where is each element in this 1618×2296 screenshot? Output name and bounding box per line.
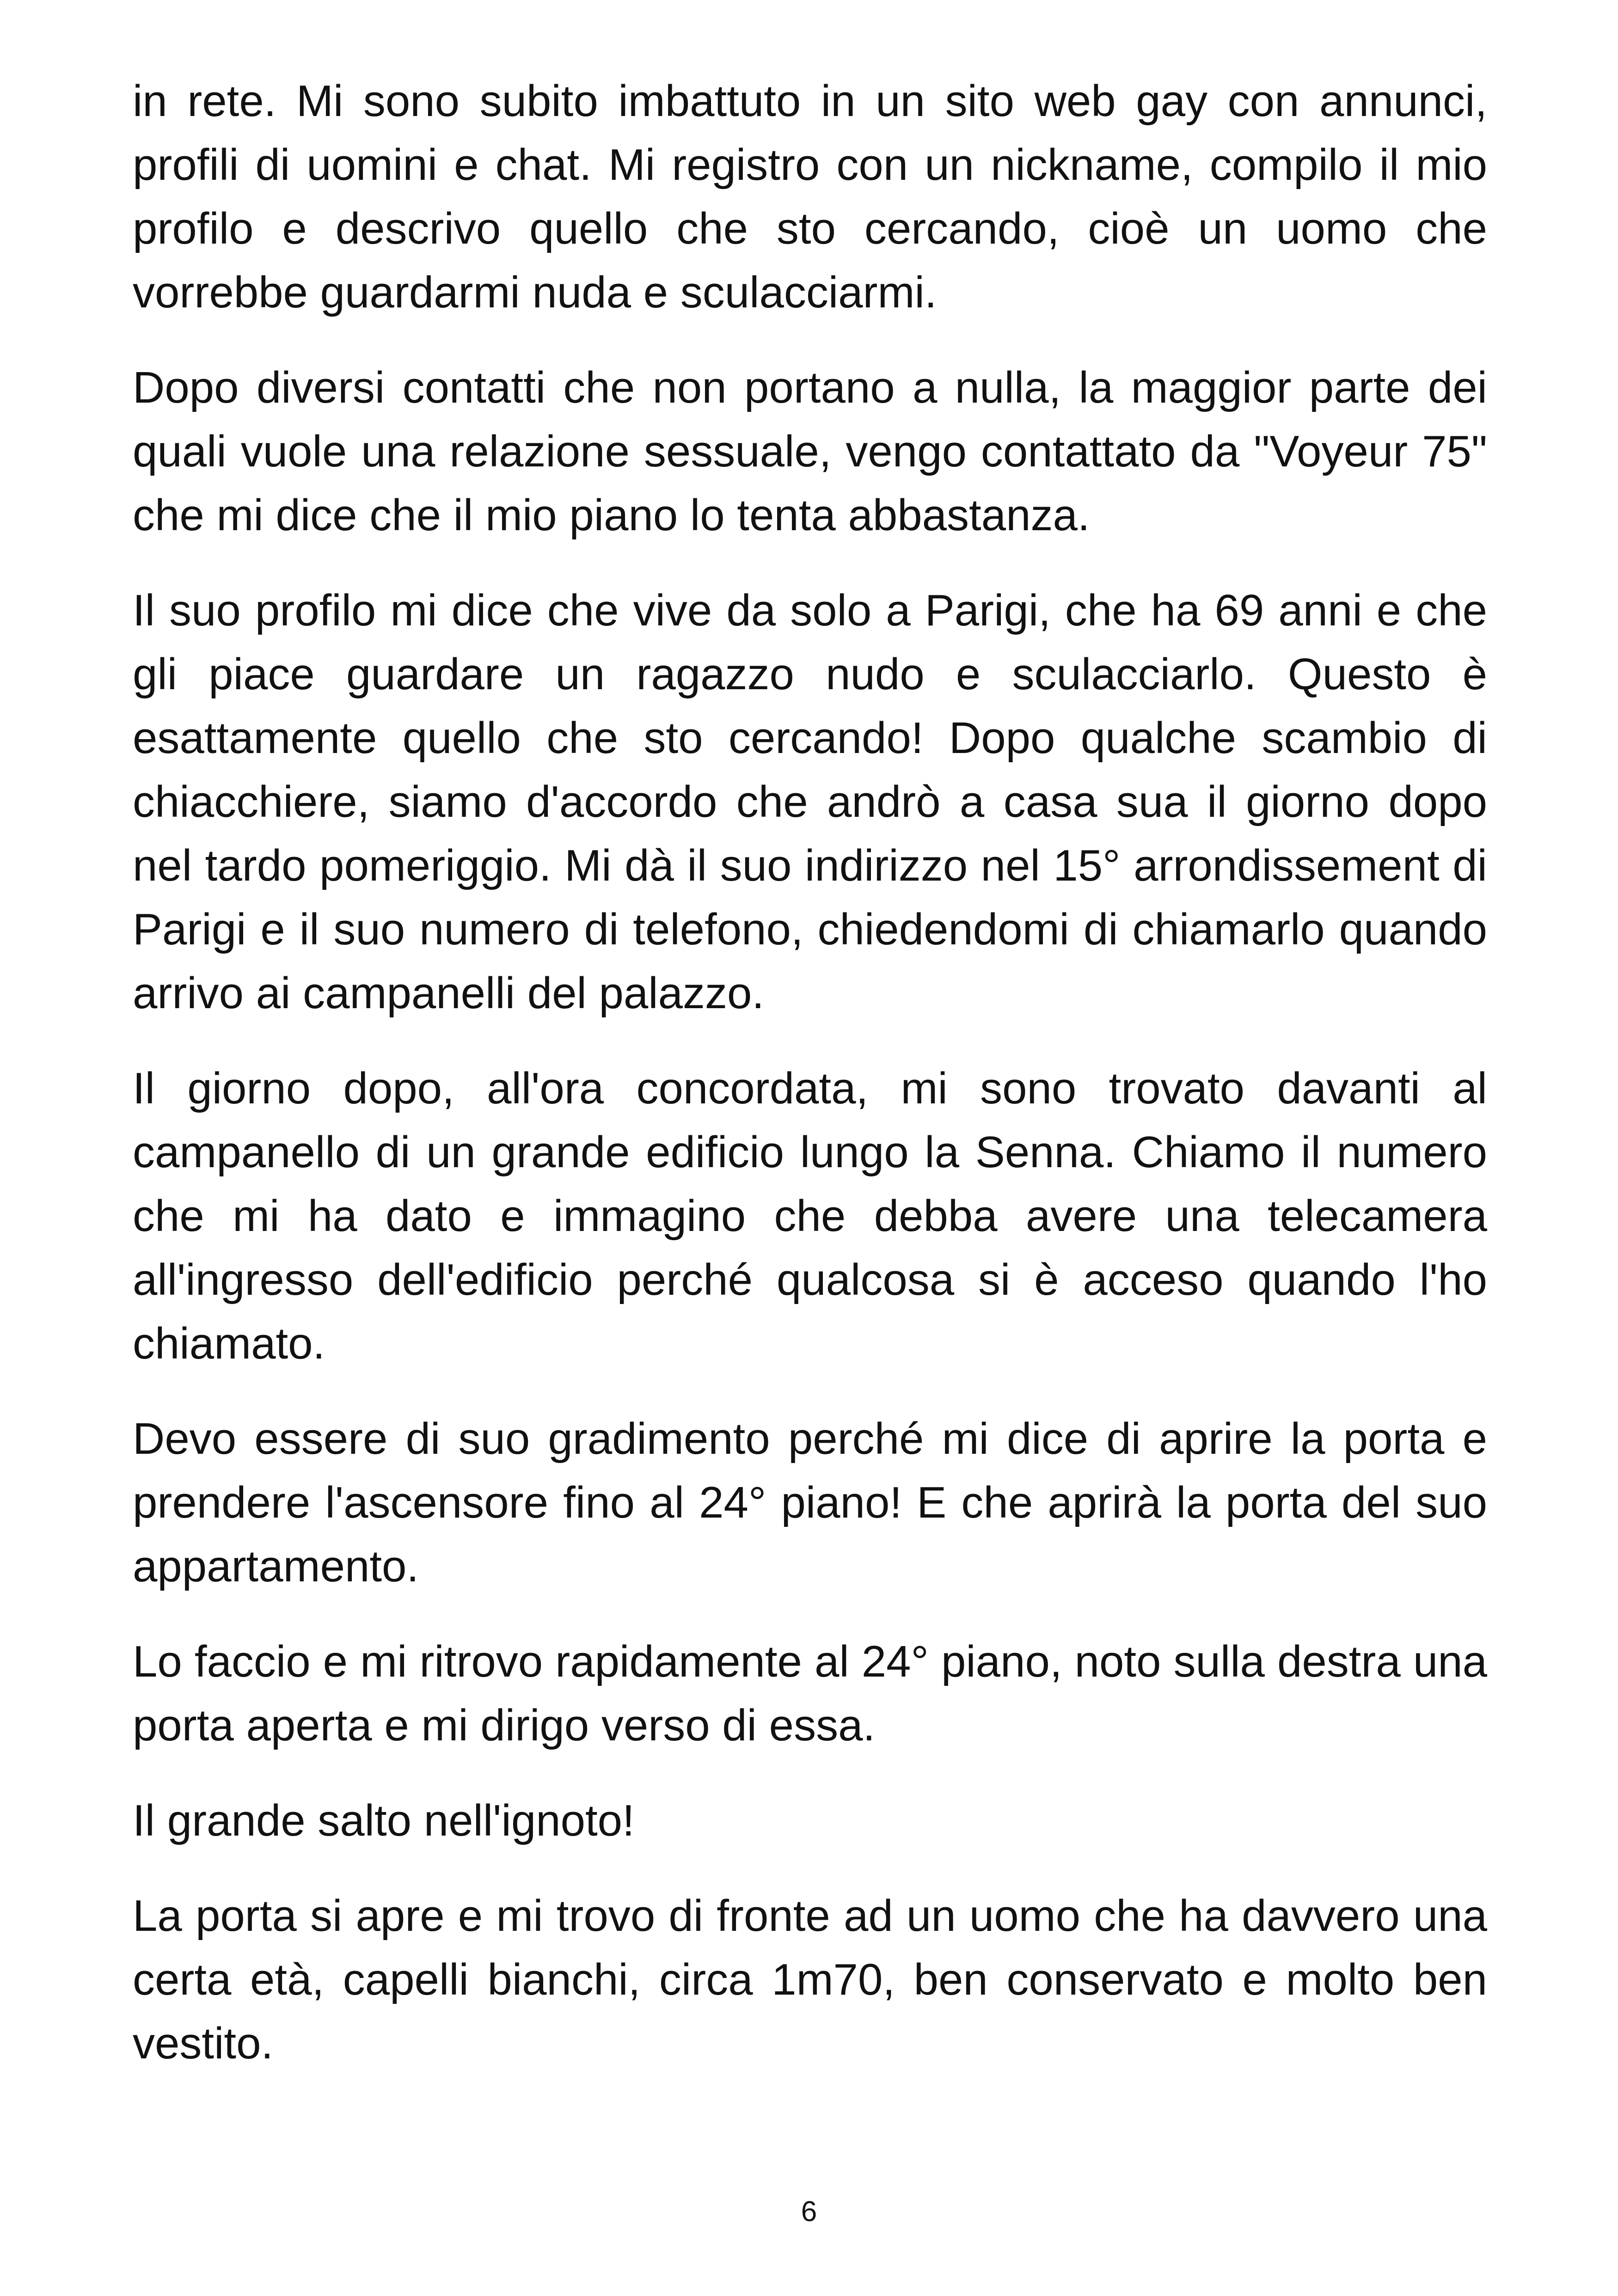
paragraph-1: in rete. Mi sono subito imbattuto in un sito web gay con annunci, profili di uomini e chat. Mi registro con un nickname, compilo il mio profilo e descrivo quello che sto cercando, cioè un uomo che vorrebbe guardarmi nuda e sculacciarmi.: [133, 76, 1487, 317]
paragraph-8: La porta si apre e mi trovo di fronte ad un uomo che ha davvero una certa età, capelli bianchi, circa 1m70, ben conservato e molto ben vestito.: [133, 1891, 1487, 2068]
paragraph-2: Dopo diversi contatti che non portano a nulla, la maggior parte dei quali vuole una relazione sessuale, vengo contattato da "Voyeur 75" che mi dice che il mio piano lo tenta abbastanza.: [133, 363, 1487, 540]
page-number: 6: [801, 2196, 817, 2228]
paragraph-6: Lo faccio e mi ritrovo rapidamente al 24° piano, noto sulla destra una porta aperta e mi dirigo verso di essa.: [133, 1637, 1487, 1750]
page-body: [133, 69, 1487, 2107]
paragraph-7: Il grande salto nell'ignoto!: [133, 1796, 635, 1845]
paragraph-5: Devo essere di suo gradimento perché mi dice di aprire la porta e prendere l'ascensore fino al 24° piano! E che aprirà la porta del suo appartamento.: [133, 1414, 1487, 1591]
paragraph-3: Il suo profilo mi dice che vive da solo a Parigi, che ha 69 anni e che gli piace guardare un ragazzo nudo e sculacciarlo. Questo è esattamente quello che sto cercando! Dopo qualche scambio di chiacchiere, siamo d'accordo che andrò a casa sua il giorno dopo nel tardo pomeriggio. Mi dà il suo indirizzo nel 15° arrondissement di Parigi e il suo numero di telefono, chiedendomi di chiamarlo quando arrivo ai campanelli del palazzo.: [133, 586, 1487, 1018]
paragraph-4: Il giorno dopo, all'ora concordata, mi sono trovato davanti al campanello di un grande edificio lungo la Senna. Chiamo il numero che mi ha dato e immagino che debba avere una telecamera all'ingresso dell'edificio perché qualcosa si è acceso quando l'ho chiamato.: [133, 1064, 1487, 1368]
